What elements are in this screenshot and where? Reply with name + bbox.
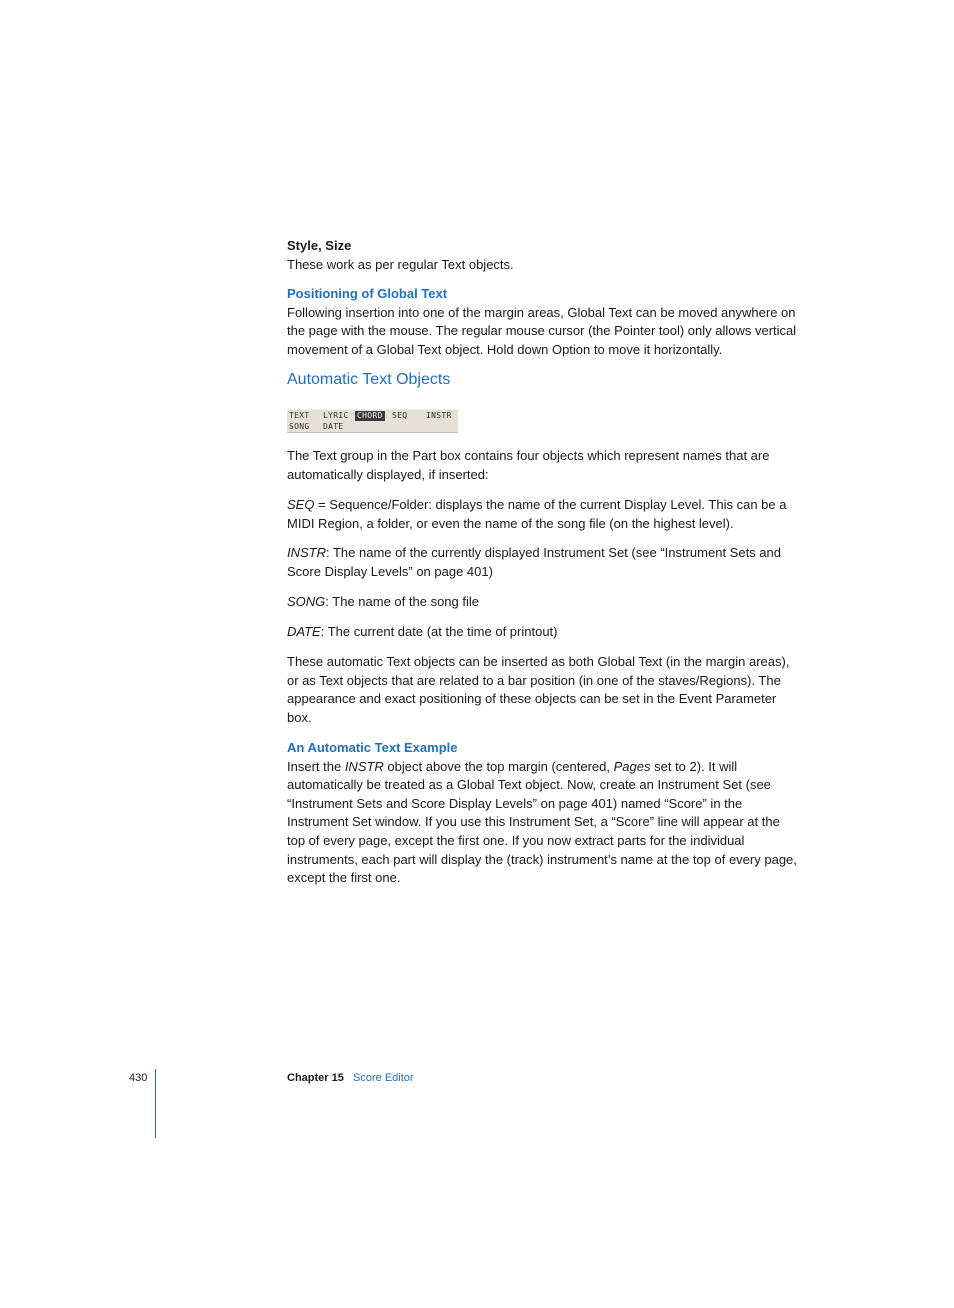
- example-heading: An Automatic Text Example: [287, 740, 458, 755]
- text-group-palette: [287, 409, 458, 433]
- date-term: DATE: [287, 624, 321, 639]
- palette-item-lyric: LYRIC: [323, 411, 349, 420]
- style-size-body: These work as per regular Text objects.: [287, 256, 514, 272]
- palette-item-song: SONG: [289, 422, 310, 431]
- song-definition: [287, 593, 799, 612]
- palette-item-date: DATE: [323, 422, 344, 431]
- style-size-section: [287, 237, 799, 274]
- automatic-closing: These automatic Text objects can be inserted as both Global Text (in the margin areas), or as Text objects that are related to a bar position (in one of the staves/Regions). The appearance and exact positioning of these objects can be set in the Event Parameter box.: [287, 654, 790, 725]
- example-body: [287, 758, 799, 888]
- chapter-title: Score Editor: [353, 1072, 414, 1084]
- example-section: [287, 739, 799, 888]
- date-body: : The current date (at the time of printout): [320, 624, 558, 639]
- instr-term: INSTR: [287, 545, 326, 560]
- footer-rule: [155, 1069, 156, 1138]
- seq-definition: [287, 496, 799, 533]
- example-pages-term: Pages: [613, 758, 651, 774]
- palette-item-text: TEXT: [289, 411, 310, 420]
- automatic-section-heading-wrap: [287, 369, 799, 391]
- page-number: 430: [129, 1072, 148, 1084]
- automatic-heading: Automatic Text Objects: [287, 371, 451, 388]
- example-text-2: object above the top margin (centered,: [383, 758, 614, 774]
- palette-item-instr: INSTR: [426, 411, 452, 420]
- example-text-1: Insert the: [287, 758, 345, 774]
- instr-body: : The name of the currently displayed Instrument Set (see “Instrument Sets and Score Display Levels” on page 401): [287, 545, 781, 579]
- positioning-heading: Positioning of Global Text: [287, 286, 448, 301]
- palette-item-seq: SEQ: [392, 411, 408, 420]
- song-body: : The name of the song file: [325, 594, 479, 609]
- instr-definition: [287, 544, 799, 581]
- automatic-intro: The Text group in the Part box contains four objects which represent names that are automatically displayed, if inserted:: [287, 448, 770, 482]
- palette-item-chord: CHORD: [357, 411, 383, 420]
- chapter-reference: [287, 1070, 414, 1086]
- song-term: SONG: [287, 594, 326, 609]
- seq-body: = Sequence/Folder: displays the name of the current Display Level. This can be a MIDI Region, a folder, or even the name of the song file (on the highest level).: [287, 497, 787, 531]
- automatic-closing-wrap: [287, 653, 799, 727]
- example-instr-term: INSTR: [344, 758, 384, 774]
- positioning-section: [287, 285, 799, 359]
- example-text-3: set to 2). It will automatically be treated as a Global Text object. Now, create an Instrument Set (see “Instrument Sets and Score Display Levels” on page 401) named “Score” in the Instrument Set window. If you use this Instrument Set, a “Score” line will appear at the top of every page, except the first one. If you now extract parts for the individual instruments, each part will display the (track) instrument’s name at the top of every page, except the first one.: [287, 758, 797, 886]
- style-size-heading: Style, Size: [287, 238, 352, 253]
- date-definition: [287, 623, 799, 642]
- automatic-intro-wrap: [287, 447, 799, 484]
- seq-term: SEQ: [287, 497, 315, 512]
- chapter-label: Chapter 15: [287, 1072, 344, 1084]
- positioning-body: Following insertion into one of the margin areas, Global Text can be moved anywhere on the page with the mouse. The regular mouse cursor (the Pointer tool) only allows vertical movement of a Global Text object. Hold down Option to move it horizontally.: [287, 304, 797, 357]
